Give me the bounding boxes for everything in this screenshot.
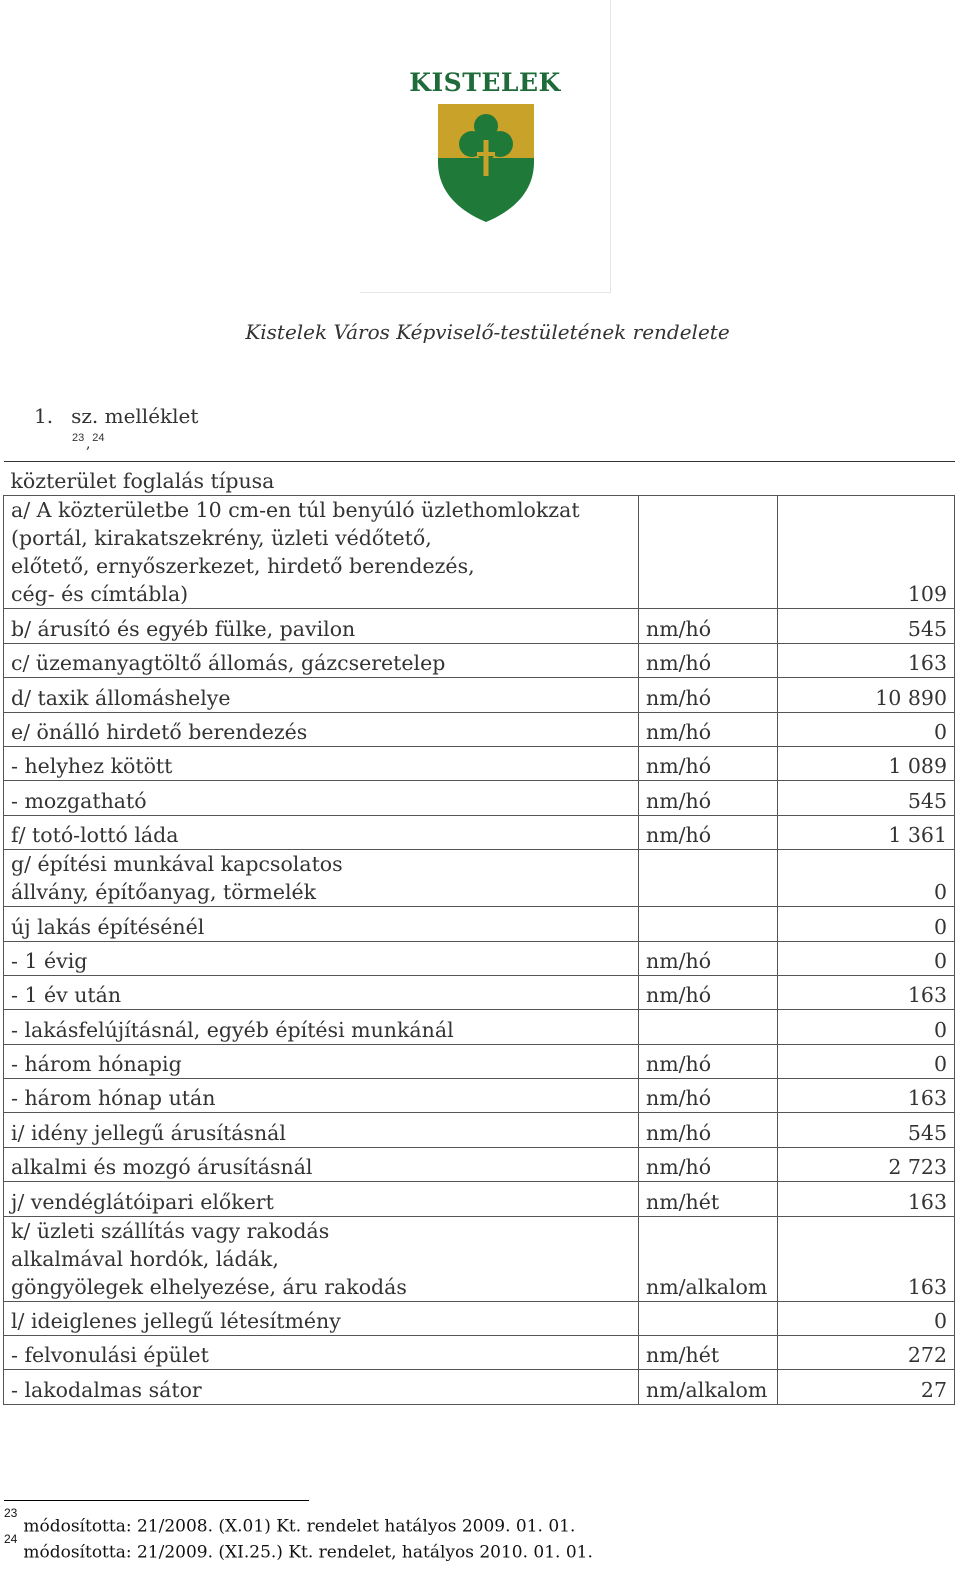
fee-type-cell: - három hónapig: [4, 1044, 639, 1078]
fee-type-cell: f/ totó-lottó láda: [4, 815, 639, 849]
table-row: [4, 975, 955, 1009]
fee-value-cell: 2 723: [778, 1147, 955, 1181]
footnote-text: módosította: 21/2009. (XI.25.) Kt. rendelet, hatályos 2010. 01. 01.: [23, 1542, 593, 1563]
fee-value-cell: 163: [778, 1182, 955, 1216]
fee-type-cell: d/ taxik állomáshelye: [4, 678, 639, 712]
fee-type-cell: - lakodalmas sátor: [4, 1370, 639, 1404]
fee-value-cell: 0: [778, 850, 955, 907]
unit-cell: nm/hó: [639, 678, 778, 712]
footnote-refs: [72, 432, 113, 444]
fee-value-cell: 163: [778, 1216, 955, 1301]
unit-cell: [639, 850, 778, 907]
table-row: [4, 907, 955, 941]
unit-cell: nm/hó: [639, 1113, 778, 1147]
table-row: [4, 609, 955, 643]
fee-type-cell: a/ A közterületbe 10 cm-en túl benyúló üzlethomlokzat (portál, kirakatszekrény, üzleti védőtető, előtető, ernyőszerkezet, hirdető berendezés, cég- és címtábla): [4, 496, 639, 609]
table-row: [4, 1370, 955, 1404]
table-row: [4, 678, 955, 712]
fee-value-cell: 163: [778, 643, 955, 677]
unit-cell: nm/hó: [639, 781, 778, 815]
document-subtitle: Kistelek Város Képviselő-testületének rendelete: [245, 320, 730, 344]
fee-type-cell: - mozgatható: [4, 781, 639, 815]
unit-cell: nm/alkalom: [639, 1370, 778, 1404]
fee-value-cell: 163: [778, 1079, 955, 1113]
fee-value-cell: 0: [778, 1044, 955, 1078]
fee-value-cell: 545: [778, 781, 955, 815]
table-row: [4, 1113, 955, 1147]
fee-value-cell: 0: [778, 712, 955, 746]
coat-of-arms-icon: [436, 102, 536, 224]
unit-cell: nm/hó: [639, 746, 778, 780]
fee-type-cell: új lakás építésénél: [4, 907, 639, 941]
fee-value-cell: 0: [778, 907, 955, 941]
unit-cell: [639, 496, 778, 609]
footnote-mark: 23: [4, 1506, 18, 1520]
unit-cell: nm/hét: [639, 1182, 778, 1216]
table-header-cell: közterület foglalás típusa: [4, 462, 639, 496]
footnote-rule: [4, 1500, 309, 1501]
table-row: [4, 941, 955, 975]
unit-cell: nm/hét: [639, 1336, 778, 1370]
table-row: [4, 1044, 955, 1078]
fee-value-cell: 545: [778, 1113, 955, 1147]
footnote: [4, 1506, 576, 1537]
fee-value-cell: 163: [778, 975, 955, 1009]
fee-type-cell: - helyhez kötött: [4, 746, 639, 780]
logo-text: KISTELEK: [409, 68, 561, 97]
table-row: [4, 496, 955, 609]
unit-cell: [639, 1301, 778, 1335]
fee-value-cell: 0: [778, 1010, 955, 1044]
fee-value-cell: 1 361: [778, 815, 955, 849]
fee-type-cell: k/ üzleti szállítás vagy rakodás alkalmával hordók, ládák, göngyölegek elhelyezése, áru rakodás: [4, 1216, 639, 1301]
annex-title: [34, 404, 198, 428]
table-row: [4, 1336, 955, 1370]
table-row: [4, 815, 955, 849]
table-row: [4, 712, 955, 746]
table-header-cell: [639, 462, 778, 496]
fee-type-cell: - lakásfelújításnál, egyéb építési munkánál: [4, 1010, 639, 1044]
unit-cell: nm/alkalom: [639, 1216, 778, 1301]
unit-cell: [639, 907, 778, 941]
fee-type-cell: b/ árusító és egyéb fülke, pavilon: [4, 609, 639, 643]
unit-cell: nm/hó: [639, 975, 778, 1009]
fee-type-cell: - felvonulási épület: [4, 1336, 639, 1370]
fee-type-cell: i/ idény jellegű árusításnál: [4, 1113, 639, 1147]
footnote-ref[interactable]: 23: [72, 432, 85, 444]
table-header-cell: [778, 462, 955, 496]
fee-type-cell: - három hónap után: [4, 1079, 639, 1113]
table-row: [4, 1079, 955, 1113]
table-row: [4, 643, 955, 677]
unit-cell: nm/hó: [639, 1079, 778, 1113]
unit-cell: nm/hó: [639, 712, 778, 746]
fee-type-cell: l/ ideiglenes jellegű létesítmény: [4, 1301, 639, 1335]
table-header-row: [4, 462, 955, 496]
table-row: [4, 1182, 955, 1216]
unit-cell: [639, 1010, 778, 1044]
unit-cell: nm/hó: [639, 643, 778, 677]
footnote-ref[interactable]: 24: [92, 432, 105, 444]
fee-type-cell: alkalmi és mozgó árusításnál: [4, 1147, 639, 1181]
unit-cell: nm/hó: [639, 1147, 778, 1181]
annex-label: sz. melléklet: [71, 404, 199, 428]
fee-value-cell: 27: [778, 1370, 955, 1404]
unit-cell: nm/hó: [639, 609, 778, 643]
fee-table: [3, 461, 955, 1405]
fee-type-cell: g/ építési munkával kapcsolatos állvány, építőanyag, törmelék: [4, 850, 639, 907]
table-row: [4, 850, 955, 907]
table-row: [4, 746, 955, 780]
fee-value-cell: 109: [778, 496, 955, 609]
unit-cell: nm/hó: [639, 1044, 778, 1078]
fee-type-cell: c/ üzemanyagtöltő állomás, gázcseretelep: [4, 643, 639, 677]
logo-box: [360, 0, 611, 293]
fee-value-cell: 0: [778, 941, 955, 975]
table-row: [4, 781, 955, 815]
fee-type-cell: e/ önálló hirdető berendezés: [4, 712, 639, 746]
footnote-text: módosította: 21/2008. (X.01) Kt. rendelet hatályos 2009. 01. 01.: [23, 1516, 576, 1537]
table-row: [4, 1147, 955, 1181]
fee-type-cell: - 1 év után: [4, 975, 639, 1009]
fee-value-cell: 10 890: [778, 678, 955, 712]
fee-value-cell: 545: [778, 609, 955, 643]
fee-value-cell: 0: [778, 1301, 955, 1335]
table-row: [4, 1216, 955, 1301]
fee-type-cell: j/ vendéglátóipari előkert: [4, 1182, 639, 1216]
fee-value-cell: 1 089: [778, 746, 955, 780]
fee-type-cell: - 1 évig: [4, 941, 639, 975]
unit-cell: nm/hó: [639, 815, 778, 849]
footnote: [4, 1532, 593, 1563]
fee-value-cell: 272: [778, 1336, 955, 1370]
annex-number: 1.: [34, 404, 54, 428]
unit-cell: nm/hó: [639, 941, 778, 975]
table-row: [4, 1010, 955, 1044]
footnote-mark: 24: [4, 1532, 18, 1546]
ref-separator: ,: [86, 436, 91, 452]
table-row: [4, 1301, 955, 1335]
